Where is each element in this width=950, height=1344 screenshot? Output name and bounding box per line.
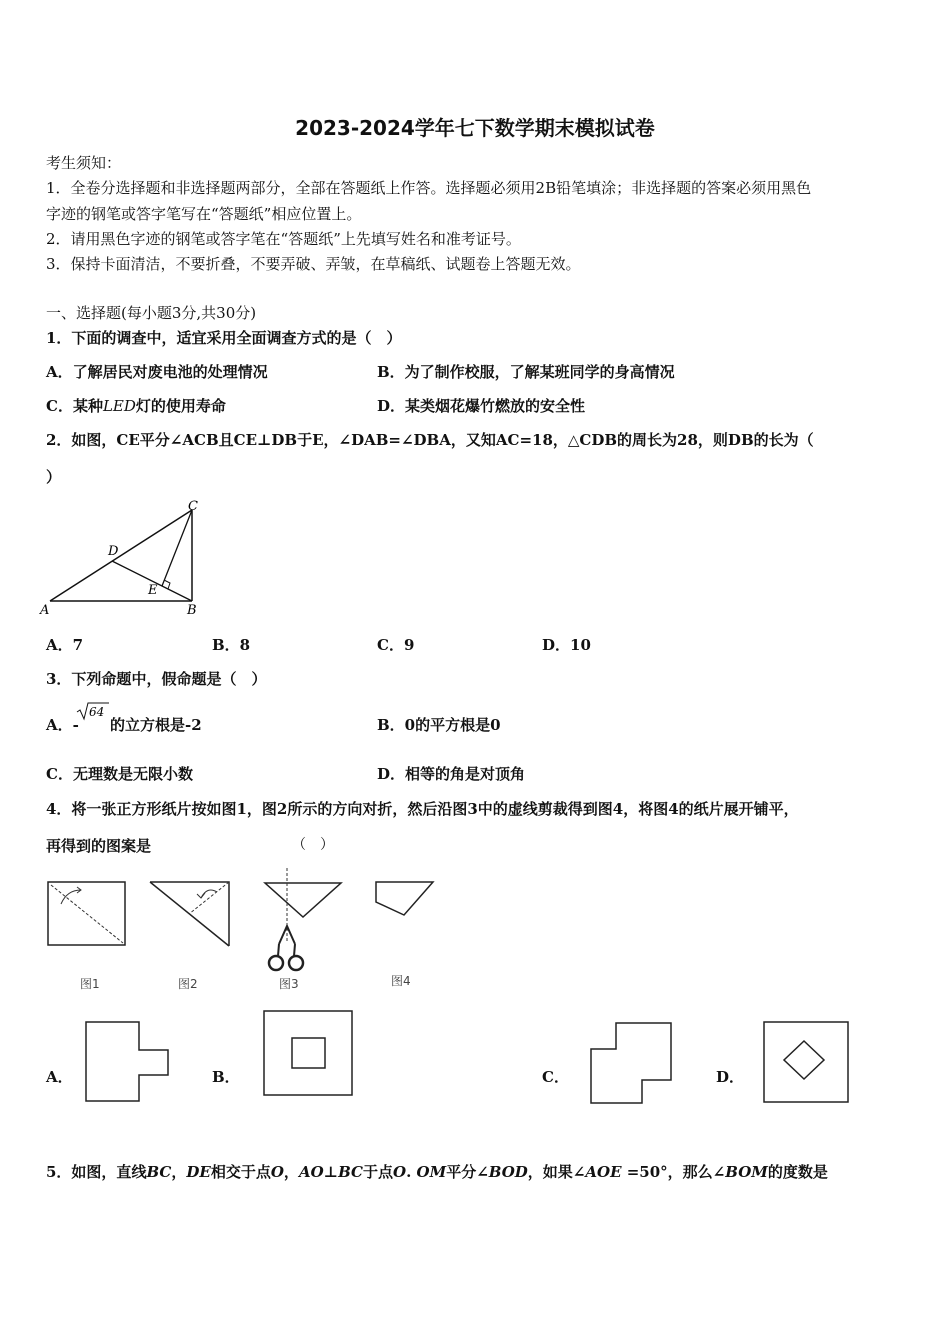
notice-line-1a: 1．全卷分选择题和非选择题两部分，全部在答题纸上作答。选择题必须用2B铅笔填涂；非选择题的答案必须用黑色 xyxy=(46,179,812,197)
fig1-label: 图1 xyxy=(80,977,100,991)
q5-part: 的度数是 xyxy=(767,1163,828,1181)
q4-option-b-shape xyxy=(263,1009,355,1097)
label-a: A xyxy=(40,603,50,618)
section-heading: 一、选择题(每小题3分,共30分) xyxy=(46,304,257,322)
label-b: B xyxy=(187,603,197,618)
fig4-cut-shape xyxy=(374,880,436,920)
q3-stem: 3．下列命题中，假命题是（ ） xyxy=(46,670,267,688)
q3-option-d: D．相等的角是对顶角 xyxy=(377,765,526,783)
fig3-cut-scissors xyxy=(262,866,344,974)
fig2-triangle-fold xyxy=(149,880,231,948)
q5-stem xyxy=(46,1161,828,1182)
q5-part: AOE xyxy=(585,1163,622,1181)
q4-answer-paren: （ ） xyxy=(292,837,334,853)
q5-part: BOM xyxy=(725,1163,768,1181)
q3-option-a-post: 的立方根是-2 xyxy=(110,716,202,734)
label-e: E xyxy=(148,583,158,598)
q5-part: 5．如图，直线 xyxy=(46,1163,147,1181)
q1-option-c-pre: C．某种 xyxy=(46,397,103,415)
notice-heading: 考生须知： xyxy=(46,154,122,172)
q1-option-c-led: LED xyxy=(102,397,136,415)
q5-part: O xyxy=(270,1163,284,1181)
q2-option-b: B．8 xyxy=(212,636,251,654)
q5-part: DE xyxy=(186,1163,211,1181)
q4-option-a-label: A． xyxy=(46,1068,73,1086)
q1-option-c xyxy=(46,395,226,416)
sqrt-symbol xyxy=(76,701,110,721)
q2-stem-end: ） xyxy=(46,468,62,486)
q5-part: ⊥ xyxy=(323,1163,339,1181)
q5-part: ，如果∠ xyxy=(527,1163,586,1181)
q4-option-c-label: C． xyxy=(542,1068,569,1086)
q5-part: . xyxy=(406,1163,417,1181)
q5-part: 平分∠ xyxy=(446,1163,489,1181)
sqrt-radicand: 64 xyxy=(89,705,105,719)
q5-part: 相交于点 xyxy=(210,1163,271,1181)
q3-option-c: C．无理数是无限小数 xyxy=(46,765,193,783)
q1-option-b: B．为了制作校服，了解某班同学的身高情况 xyxy=(377,363,675,381)
label-d: D xyxy=(108,544,119,559)
q4-option-b-label: B． xyxy=(212,1068,240,1086)
notice-line-3: 3．保持卡面清洁，不要折叠，不要弄破、弄皱，在草稿纸、试题卷上答题无效。 xyxy=(46,255,581,273)
fig2-label: 图2 xyxy=(178,977,198,991)
q5-part: BC xyxy=(146,1163,172,1181)
q4-option-a-shape xyxy=(84,1020,172,1104)
label-c: C xyxy=(188,499,198,514)
q2-triangle-figure xyxy=(40,498,210,618)
q4-stem-1: 4．将一张正方形纸片按如图1，图2所示的方向对折，然后沿图3中的虚线剪裁得到图4，将图4的纸片展开铺平， xyxy=(46,800,799,818)
q1-option-a: A．了解居民对废电池的处理情况 xyxy=(46,363,268,381)
q3-option-b: B．0的平方根是0 xyxy=(377,716,501,734)
q4-option-d-shape xyxy=(762,1020,852,1104)
fig3-label: 图3 xyxy=(279,977,299,991)
q5-part: AO xyxy=(298,1163,324,1181)
q4-stem-2: 再得到的图案是 xyxy=(46,837,152,855)
q2-stem: 2．如图，CE平分∠ACB且CE⊥DB于E，∠DAB=∠DBA，又知AC=18，△CDB的周长为28，则DB的长为（ xyxy=(46,431,814,449)
q1-option-c-post: 灯的使用寿命 xyxy=(135,397,226,415)
q4-option-c-shape xyxy=(589,1021,675,1107)
q2-option-a: A．7 xyxy=(46,636,84,654)
q2-option-c: C．9 xyxy=(377,636,415,654)
q5-part: =50°，那么∠ xyxy=(621,1163,726,1181)
q1-option-d: D．某类烟花爆竹燃放的安全性 xyxy=(377,397,586,415)
q4-option-d-label: D． xyxy=(716,1068,745,1086)
fig1-square-fold xyxy=(47,880,127,948)
q5-part: ， xyxy=(171,1163,187,1181)
notice-line-1b: 字迹的钢笔或答字笔写在“答题纸”相应位置上。 xyxy=(46,205,362,223)
fig4-label: 图4 xyxy=(391,974,411,988)
q3-option-a xyxy=(46,714,79,735)
q5-part: OM xyxy=(416,1163,447,1181)
q5-part: BC xyxy=(338,1163,363,1181)
notice-line-2: 2．请用黑色字迹的钢笔或答字笔在“答题纸”上先填写姓名和准考证号。 xyxy=(46,230,521,248)
q5-part: BOD xyxy=(488,1163,528,1181)
q3-option-a-pre: A．- xyxy=(46,716,79,734)
page-title: 2023-2024学年七下数学期末模拟试卷 xyxy=(295,116,655,140)
q1-stem: 1．下面的调查中，适宜采用全面调查方式的是（ ） xyxy=(46,329,402,347)
q5-part: 于点 xyxy=(362,1163,393,1181)
q5-part: O xyxy=(392,1163,407,1181)
q2-option-d: D．10 xyxy=(542,636,591,654)
q5-part: ， xyxy=(283,1163,299,1181)
